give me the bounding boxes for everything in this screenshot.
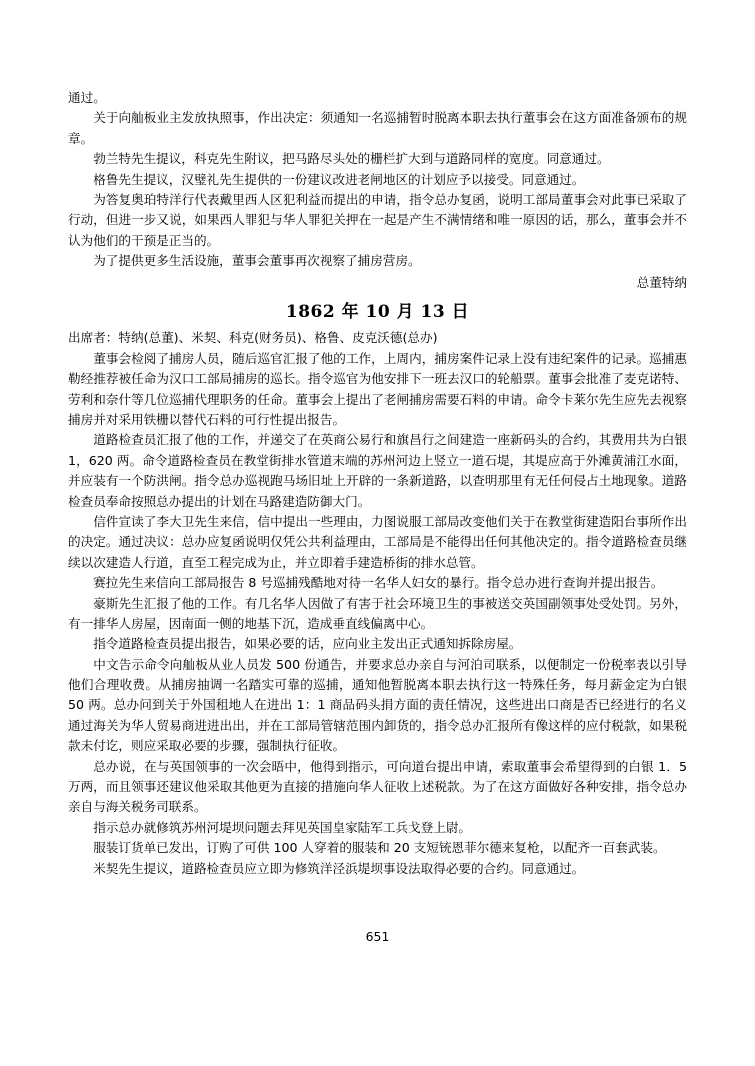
paragraph: 信件宣读了李大卫先生来信，信中提出一些理由，力图说服工部局改变他们关于在教堂街建造阳台事所作出的决定。通过决议：总办应复函说明仅凭公共利益理由，工部局是不能得出任何其他决定的。指令道路检查员继续以次建造人行道，直至工程完成为止，并立即着手建造桥街的排水总管。: [68, 513, 687, 570]
paragraph: 赛拉先生来信向工部局报告 8 号巡捕残酷地对待一名华人妇女的暴行。指令总办进行查询并提出报告。: [93, 575, 664, 591]
paragraph: 通过。: [68, 90, 106, 105]
paragraph: 指令道路检查员提出报告，如果必要的话，应向业主发出正式通知拆除房屋。: [93, 636, 522, 652]
paragraph: 指示总办就修筑苏州河堤坝问题去拜见英国皇家陆军工兵戈登上尉。: [93, 819, 471, 835]
signature-line: 总董特纳: [636, 274, 687, 290]
paragraph: 关于向舢板业主发放执照事，作出决定：须通知一名巡捕暂时脱离本职去执行董事会在这方面准备颁布的规章。: [68, 110, 687, 146]
paragraph: 道路检查员汇报了他的工作，并递交了在英商公易行和旗昌行之间建造一座新码头的合约，其费用共为白银 1，620 两。命令道路检查员在教堂街排水管道末端的苏州河边上竖立一道石堤，其堤应高于外滩黄浦江水面，并应装有一个防洪闸。指令总办巡视跑马场旧址上开辟的一条新道路，以查明那里有无任何侵占土地现象。道路检查员奉命按照总办提出的计划在马路建造防御大门。: [68, 432, 687, 509]
paragraph: 为了提供更多生活设施，董事会董事再次视察了捕房营房。: [93, 253, 421, 269]
paragraph: 董事会检阅了捕房人员，随后巡官汇报了他的工作，上周内，捕房案件记录上没有违纪案件的记录。巡捕惠勒经推荐被任命为汉口工部局捕房的巡长。指令巡官为他安排下一班去汉口的轮船票。董事会批准了麦克诺特、劳利和奈什等几位巡捕代理职务的任命。董事会上提出了老闸捕房需要石料的申请。命令卡莱尔先生应先去视察捕房并对采用铁栅以替代石料的可行性提出报告。: [68, 350, 687, 428]
page-number: 651: [365, 929, 390, 944]
paragraph: 勃兰特先生提议，科克先生附议，把马路尽头处的栅栏扩大到与道路同样的宽度。同意通过。: [93, 151, 610, 167]
paragraph: 总办说，在与英国领事的一次会晤中，他得到指示，可向道台提出申请，索取董事会希望得到的白银 1．5 万两，而且领事还建议他采取其他更为直接的措施向华人征收上述税款。为了在这方面做好各种安排，指令总办亲自与海关税务司联系。: [68, 758, 687, 815]
attendees-line: 出席者：特纳(总董)、米契、科克(财务员)、格鲁、皮克沃德(总办): [68, 330, 438, 346]
paragraph: 豪斯先生汇报了他的工作。有几名华人因做了有害于社会环境卫生的事被送交英国副领事处受处罚。另外，有一排华人房屋，因南面一侧的地基下沉，造成垂直线偏离中心。: [68, 595, 687, 631]
paragraph: 服装订货单已发出，订购了可供 100 人穿着的服装和 20 支短铳恩菲尔德来复枪，以配齐一百套武装。: [93, 840, 666, 856]
paragraph: 中文告示命令向舢板从业人员发 500 份通告，并要求总办亲自与河泊司联系，以便制定一份税率表以引导他们合理收费。从捕房抽调一名踏实可靠的巡捕，通知他暂脱离本职去执行这一特殊任务，每月薪金定为白银 50 两。总办问到关于外国租地人在进出 1：1 商品码头捐方面的责任情况，这些进出口商是否已经进行的名义通过海关为华人贸易商进进出出，并在工部局管辖范围内卸货的，指令总办汇报所有像这样的应付税款，如果税款未付讫，则应采取必要的步骤，强制执行征收。: [68, 656, 687, 754]
paragraph: 格鲁先生提议，汉璧礼先生提供的一份建议改进老闸地区的计划应予以接受。同意通过。: [93, 171, 585, 187]
document-body: [68, 88, 687, 879]
paragraph: 米契先生提议，道路检查员应立即为修筑洋泾浜堤坝事设法取得必要的合约。同意通过。: [93, 860, 585, 876]
paragraph: 为答复奥珀特洋行代表戴里西人区犯利益而提出的申请，指令总办复函，说明工部局董事会对此事已采取了行动，但进一步又说，如果西人罪犯与华人罪犯关押在一起是产生不满情绪和唯一原因的话，那么，董事会并不认为他们的干预是正当的。: [68, 191, 687, 248]
section-date-heading: 1862 年 10 月 13 日: [285, 301, 470, 322]
